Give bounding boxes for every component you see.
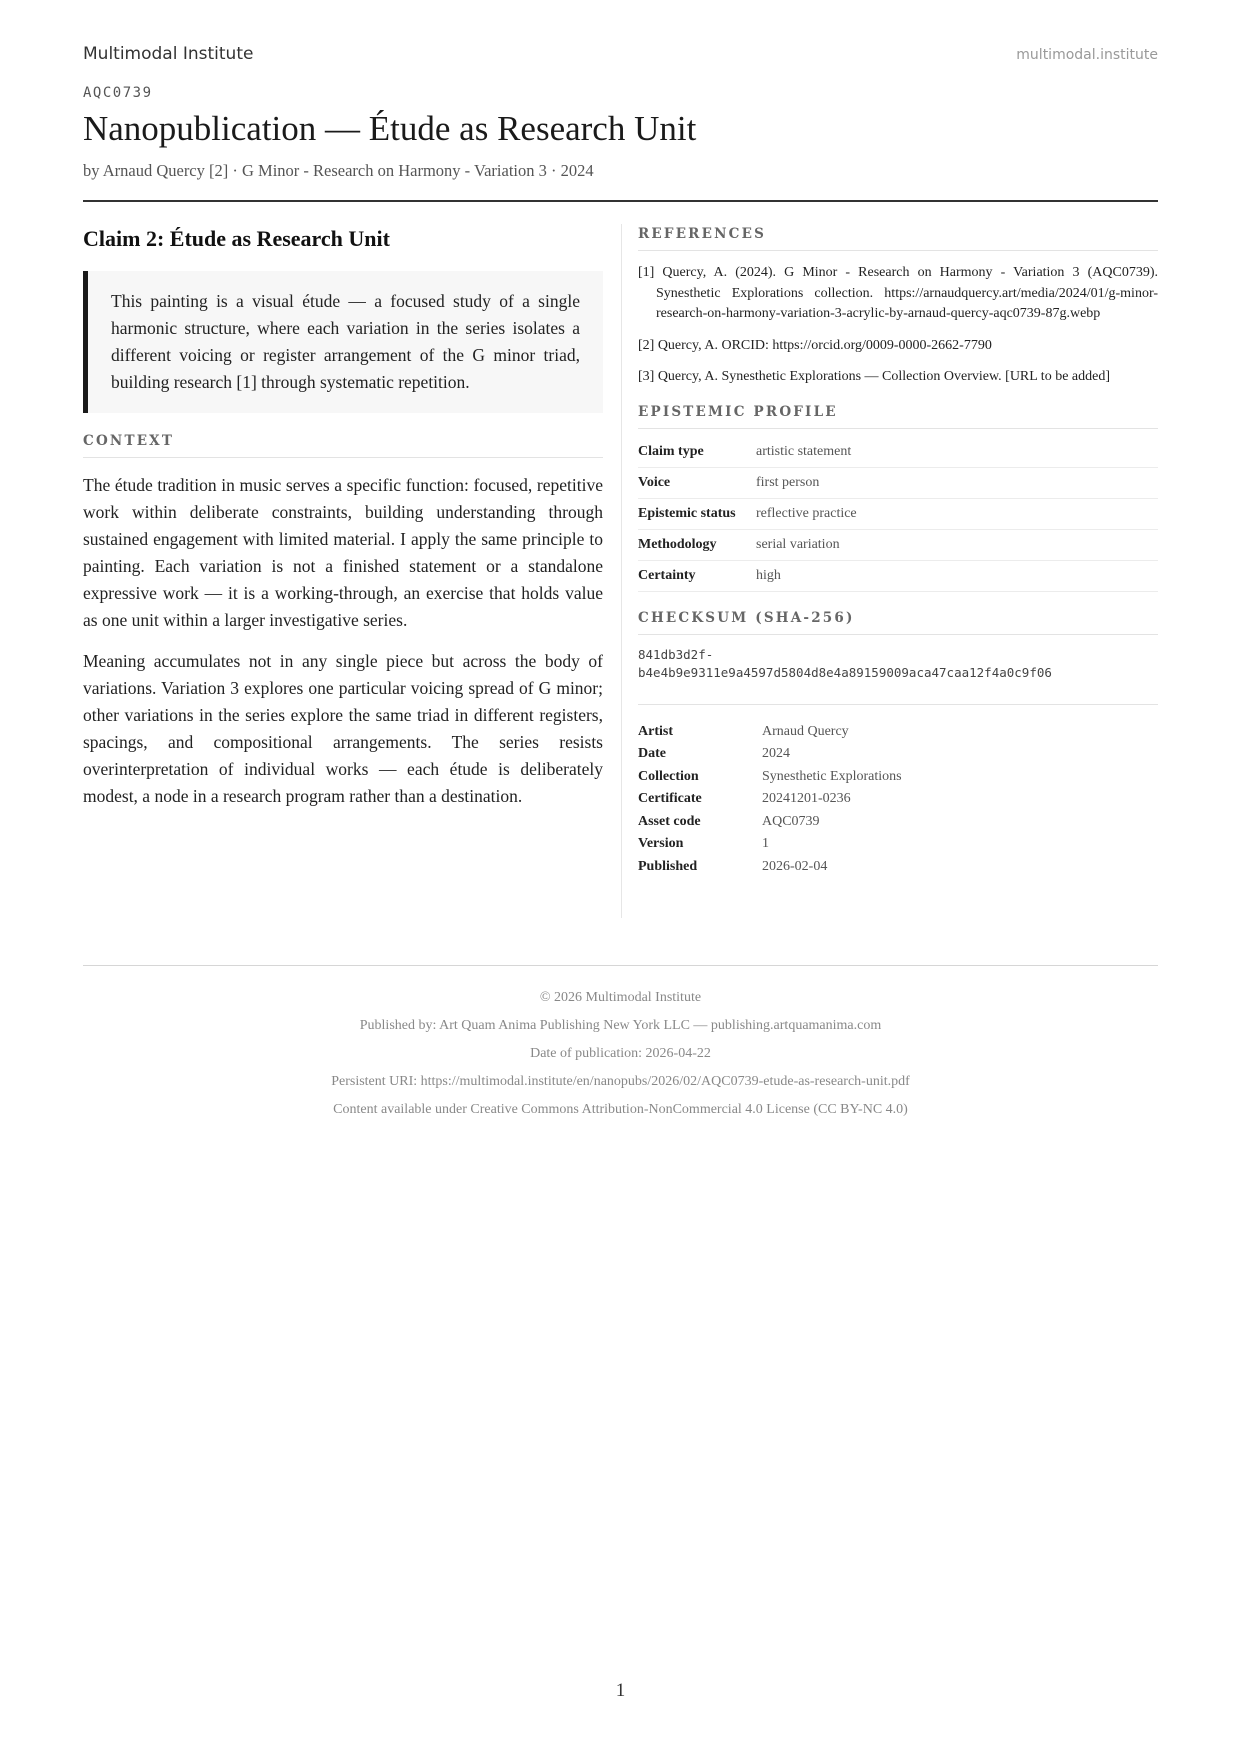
main-column [83, 226, 603, 810]
reference-list [638, 263, 1158, 388]
page-title: Nanopublication — Étude as Research Unit [83, 109, 697, 148]
column-divider [621, 224, 622, 918]
table-row [638, 467, 1158, 498]
footer-publication-date: Date of publication: 2026-04-22 [530, 1046, 711, 1061]
row-label: Certificate [638, 791, 702, 807]
row-label: Artist [638, 723, 673, 739]
footer-copyright: © 2026 Multimodal Institute [539, 990, 702, 1005]
row-label: Version [638, 836, 684, 852]
footer-divider [83, 965, 1158, 966]
table-row [638, 788, 902, 811]
checksum-line: 841db3d2f- [638, 646, 714, 662]
row-label: Asset code [638, 813, 701, 829]
row-label: Claim type [638, 437, 756, 468]
table-row [638, 498, 1158, 529]
page-number: 1 [615, 1680, 626, 1701]
row-value: 20241201-0236 [762, 791, 851, 807]
byline: by Arnaud Quercy [2] · G Minor - Research on Harmony - Variation 3 · 2024 [83, 161, 594, 180]
row-label: Published [638, 858, 698, 874]
row-label: Epistemic status [638, 498, 756, 529]
page-header [83, 44, 1158, 68]
row-value: 1 [762, 836, 769, 852]
row-value: first person [756, 467, 1158, 498]
table-row [638, 437, 1158, 468]
sidebar-column [638, 226, 1158, 878]
header-divider [83, 200, 1158, 202]
row-value: AQC0739 [762, 813, 820, 829]
claim-quote: This painting is a visual étude — a focused study of a single harmonic structure, where each variation in the series isolates a different voicing or register arrangement of the G minor triad, building research [1] through systematic repetition. [83, 271, 603, 413]
reference-item: [1] Quercy, A. (2024). G Minor - Research on Harmony - Variation 3 (AQC0739). Synesthetic Explorations collection. https://arnaudquercy.art/media/2024/01/g-minor-research-on-harmony-variation-3-acrylic-by-arnaud-quercy-aqc0739-87g.webp [638, 265, 1158, 321]
checksum-heading: CHECKSUM (SHA-256) [638, 610, 1158, 635]
row-value: Synesthetic Explorations [762, 768, 902, 784]
checksum-line: b4e4b9e9311e9a4597d5804d8e4a89159009aca47caa12f4a0c9f06 [638, 664, 1052, 680]
checksum-value [638, 646, 1158, 705]
row-label: Voice [638, 467, 756, 498]
claim-title: Claim 2: Étude as Research Unit [83, 226, 390, 251]
context-paragraph-2: Meaning accumulates not in any single piece but across the body of variations. Variation 3 explores one particular voicing spread of G minor; other variations in the series explore the same triad in different registers, spacings, and compositional arrangements. The series resists overinterpretation of individual works — each étude is deliberately modest, a node in a research program rather than a destination. [83, 651, 603, 806]
row-value: 2026-02-04 [762, 858, 828, 874]
context-heading: CONTEXT [83, 433, 603, 458]
metadata-table [638, 721, 902, 879]
epistemic-profile-heading: EPISTEMIC PROFILE [638, 404, 1158, 429]
row-value: 2024 [762, 746, 790, 762]
row-label: Certainty [638, 560, 756, 591]
footer-license: Content available under Creative Commons Attribution-NonCommercial 4.0 License (CC BY-NC 4.0) [333, 1102, 908, 1117]
table-row [638, 856, 902, 879]
reference-item: [3] Quercy, A. Synesthetic Explorations — Collection Overview. [URL to be added] [638, 369, 1110, 384]
document-page [83, 0, 1158, 1754]
footer-publisher: Published by: Art Quam Anima Publishing New York LLC — publishing.artquamanima.com [359, 1018, 882, 1033]
row-label: Collection [638, 768, 699, 784]
table-row [638, 766, 902, 789]
table-row [638, 833, 902, 856]
row-value: artistic statement [756, 437, 1158, 468]
footer-persistent-uri: Persistent URI: https://multimodal.institute/en/nanopubs/2026/02/AQC0739-etude-as-research-unit.pdf [331, 1074, 910, 1089]
institute-name: Multimodal Institute [83, 44, 254, 64]
table-row [638, 560, 1158, 591]
epistemic-profile-table [638, 437, 1158, 592]
row-value: high [756, 560, 1158, 591]
row-value: reflective practice [756, 498, 1158, 529]
table-row [638, 811, 902, 834]
page-footer [83, 984, 1158, 1124]
context-paragraph-1: The étude tradition in music serves a specific function: focused, repetitive work within deliberate constraints, building understanding through sustained engagement with limited material. I apply the same principle to painting. Each variation is not a finished statement or a standalone expressive work — it is a working-through, an exercise that holds value as one unit within a larger investigative series. [83, 475, 603, 630]
institute-domain: multimodal.institute [1016, 47, 1158, 63]
reference-item: [2] Quercy, A. ORCID: https://orcid.org/0009-0000-2662-7790 [638, 337, 992, 353]
asset-code: AQC0739 [83, 85, 153, 101]
row-value: Arnaud Quercy [762, 723, 849, 739]
row-value: serial variation [756, 529, 1158, 560]
row-label: Date [638, 746, 666, 762]
table-row [638, 721, 902, 744]
table-row [638, 743, 902, 766]
references-heading: REFERENCES [638, 226, 1158, 251]
row-label: Methodology [638, 529, 756, 560]
table-row [638, 529, 1158, 560]
